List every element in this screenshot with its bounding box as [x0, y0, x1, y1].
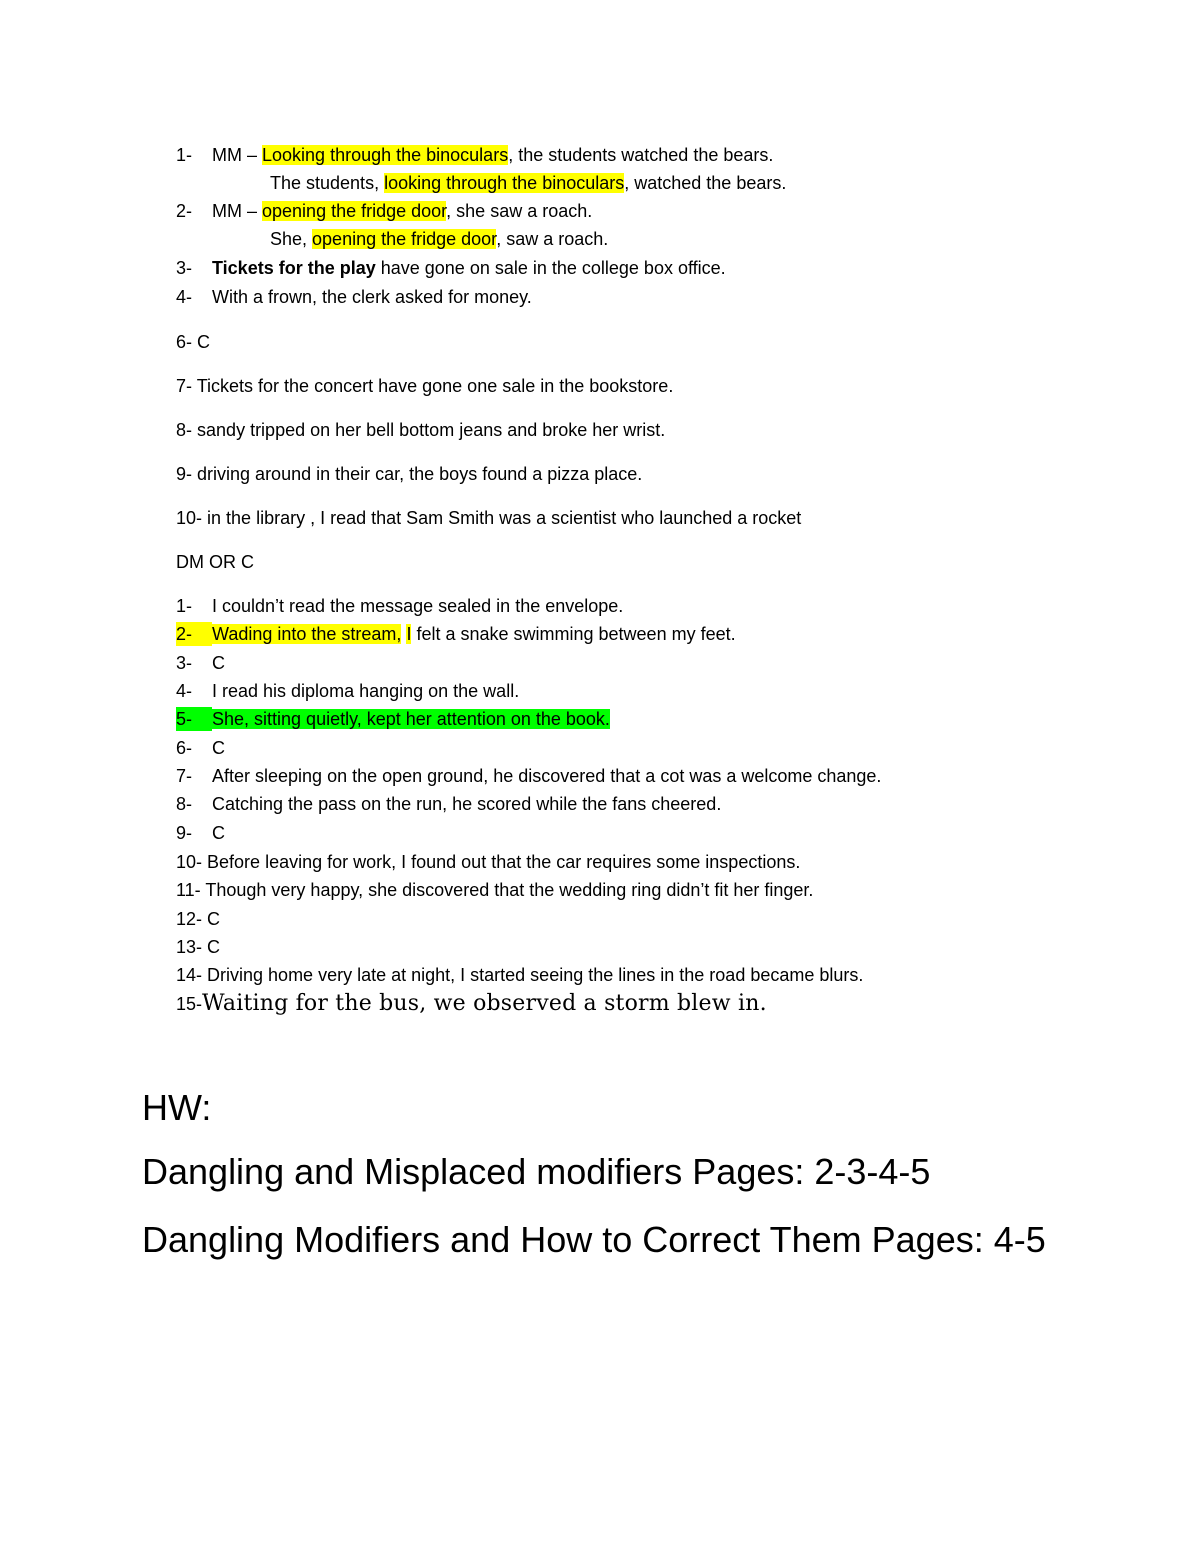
item-text: Before leaving for work, I found out that the car requires some inspections.	[207, 852, 801, 872]
item-number: 12-	[176, 909, 203, 929]
item-text: Driving home very late at night, I started seeing the lines in the road became blurs.	[207, 965, 864, 985]
item-number: 9-	[176, 464, 193, 484]
item-text: C	[197, 332, 211, 352]
item-9	[176, 462, 642, 486]
dm-item-2	[176, 622, 736, 646]
highlighted-phrase: opening the fridge door	[312, 229, 497, 249]
item-number: 2-	[176, 622, 212, 646]
item-6	[176, 330, 210, 354]
dm-item-11	[176, 878, 813, 902]
item-number: 5-	[176, 707, 212, 731]
item-10	[176, 506, 801, 530]
item-number: 13-	[176, 937, 203, 957]
item-text: have gone on sale in the college box office.	[375, 258, 726, 278]
item-number: 4-	[176, 287, 193, 307]
highlighted-sentence: She, sitting quietly, kept her attention on the book.	[212, 709, 610, 729]
highlighted-phrase: looking through the binoculars	[384, 173, 625, 193]
item-3	[176, 256, 726, 280]
item-2-revision	[270, 227, 608, 251]
section-label: DM OR C	[176, 552, 254, 572]
item-text: , watched the bears.	[624, 173, 787, 193]
item-text: felt a snake swimming between my feet.	[411, 624, 736, 644]
item-prefix: She,	[270, 229, 313, 249]
highlighted-phrase: opening the fridge door	[262, 201, 447, 221]
item-number: 6-	[176, 738, 193, 758]
item-text: C	[212, 823, 225, 843]
dm-item-15	[176, 992, 767, 1016]
item-number: 15-	[176, 994, 203, 1014]
item-text: I read his diploma hanging on the wall.	[212, 681, 520, 701]
item-text: C	[212, 738, 225, 758]
item-text: I couldn’t read the message sealed in the envelope.	[212, 596, 624, 616]
item-4	[176, 285, 532, 309]
item-number: 8-	[176, 794, 193, 814]
item-number: 9-	[176, 823, 193, 843]
item-2	[176, 199, 592, 223]
bold-phrase: Tickets for the play	[212, 258, 376, 278]
item-text: sandy tripped on her bell bottom jeans and broke her wrist.	[197, 420, 666, 440]
item-number: 1-	[176, 145, 193, 165]
item-prefix: MM –	[212, 145, 263, 165]
item-number: 1-	[176, 596, 193, 616]
item-text: Waiting for the bus, we observed a storm blew in.	[202, 991, 767, 1016]
item-number: 2-	[176, 201, 193, 221]
item-text: in the library , I read that Sam Smith was a scientist who launched a rocket	[207, 508, 802, 528]
item-text: Tickets for the concert have gone one sale in the bookstore.	[196, 376, 674, 396]
item-number: 7-	[176, 376, 193, 396]
item-number: 10-	[176, 508, 203, 528]
item-number: 4-	[176, 681, 193, 701]
item-number: 11-	[176, 880, 201, 900]
item-number: 3-	[176, 653, 193, 673]
item-1	[176, 143, 773, 167]
item-8	[176, 418, 665, 442]
item-text: Catching the pass on the run, he scored while the fans cheered.	[212, 794, 722, 814]
item-text: Though very happy, she discovered that the wedding ring didn’t fit her finger.	[205, 880, 814, 900]
dm-item-10	[176, 850, 800, 874]
item-number: 14-	[176, 965, 203, 985]
item-text: , the students watched the bears.	[508, 145, 774, 165]
dm-item-1	[176, 594, 623, 618]
highlighted-phrase: Wading into the stream,	[212, 624, 402, 644]
item-text: , she saw a roach.	[446, 201, 593, 221]
item-number: 3-	[176, 258, 193, 278]
dm-item-6	[176, 736, 225, 760]
highlighted-phrase: Looking through the binoculars	[262, 145, 509, 165]
dm-item-7	[176, 764, 881, 788]
item-number: 8-	[176, 420, 193, 440]
item-prefix: The students,	[270, 173, 385, 193]
dm-item-13	[176, 935, 220, 959]
item-text: C	[207, 909, 221, 929]
hw-line-2: Dangling Modifiers and How to Correct Them Pages: 4-5	[142, 1219, 1046, 1260]
item-text: With a frown, the clerk asked for money.	[212, 287, 532, 307]
item-text: , saw a roach.	[496, 229, 609, 249]
item-1-revision	[270, 171, 786, 195]
item-text: C	[207, 937, 221, 957]
item-prefix: MM –	[212, 201, 263, 221]
item-text: driving around in their car, the boys found a pizza place.	[197, 464, 643, 484]
dm-item-3	[176, 651, 225, 675]
dm-item-12	[176, 907, 220, 931]
dm-item-14	[176, 963, 863, 987]
item-7	[176, 374, 673, 398]
highlighted-phrase: I	[406, 624, 412, 644]
item-number: 6-	[176, 332, 193, 352]
item-number: 7-	[176, 766, 193, 786]
dm-item-5	[176, 707, 610, 731]
item-text: After sleeping on the open ground, he discovered that a cot was a welcome change.	[212, 766, 882, 786]
dm-item-8	[176, 792, 721, 816]
dm-item-4	[176, 679, 519, 703]
dm-item-9	[176, 821, 225, 845]
hw-line-1: Dangling and Misplaced modifiers Pages: 2-3-4-5	[142, 1151, 931, 1192]
item-number: 10-	[176, 852, 203, 872]
item-text: C	[212, 653, 225, 673]
hw-label: HW:	[142, 1087, 212, 1128]
